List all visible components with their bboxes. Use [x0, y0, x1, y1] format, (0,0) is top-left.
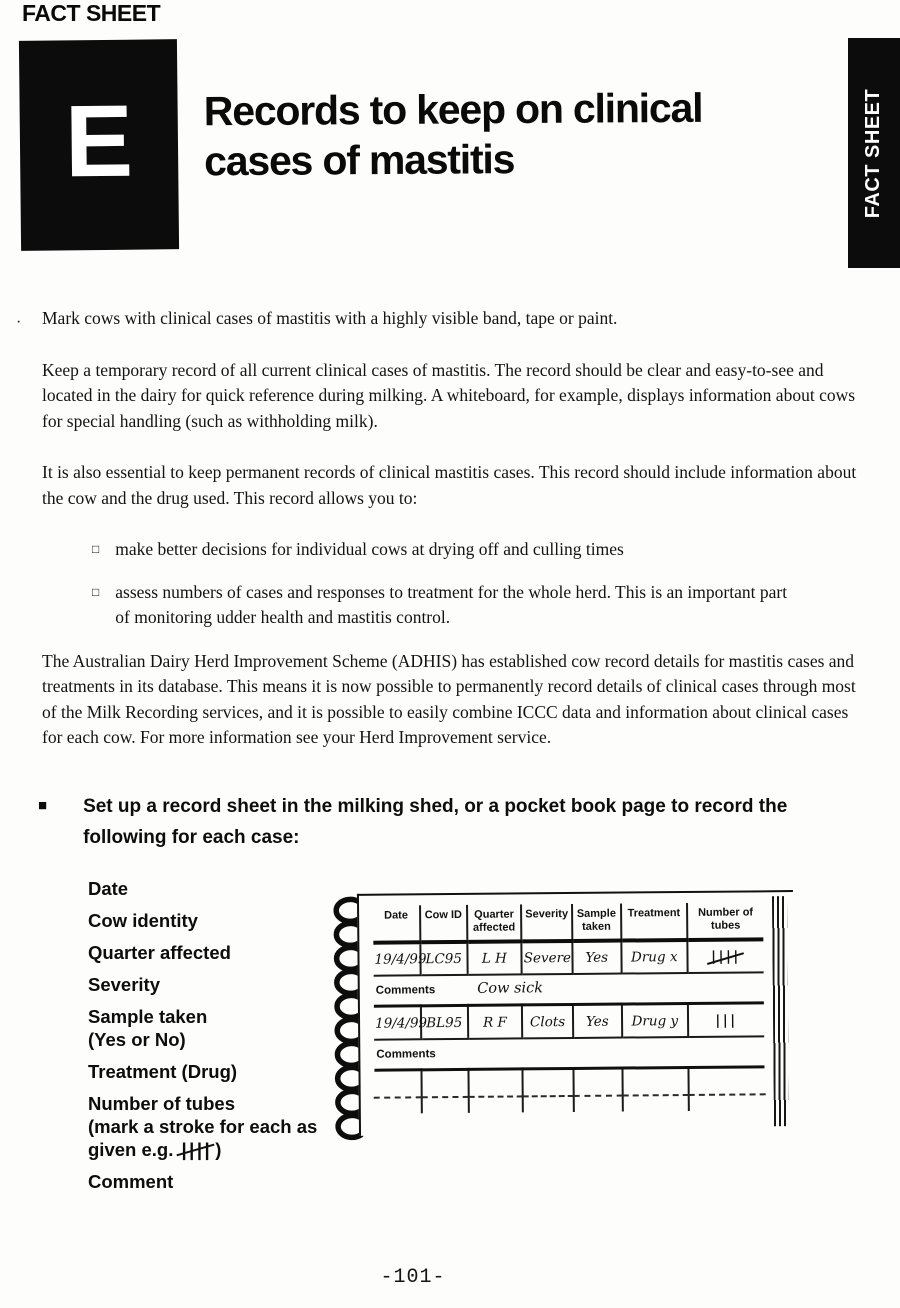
- comments-value: Cow sick: [477, 980, 544, 998]
- col-header-number-of-tubes: Number of tubes: [687, 902, 763, 940]
- notebook-sheet: [357, 890, 795, 1136]
- side-tab: [848, 38, 900, 268]
- table-header-row: [373, 902, 763, 943]
- cell-quarter: R F: [468, 1005, 523, 1038]
- cell-sample: Yes: [573, 1004, 622, 1037]
- cell-date: 19/4/99: [374, 1006, 421, 1039]
- cell-tubes: [688, 1003, 764, 1037]
- record-field-cow-identity: Cow identity: [88, 909, 198, 931]
- side-tab-label: FACT SHEET: [862, 88, 885, 218]
- square-bullet-icon: □: [92, 584, 100, 599]
- record-field-label: Number of tubes: [88, 1092, 235, 1114]
- tally-marks-icon: |||: [715, 1012, 738, 1029]
- page-title-line1: Records to keep on clinical: [203, 84, 703, 135]
- cell-tubes: [687, 940, 763, 974]
- benefits-checklist: [92, 537, 864, 631]
- paragraph-adhis: The Australian Dairy Herd Improvement Scheme (ADHIS) has established cow record details for mastitis cases and treatments in its database. This means it is now possible to permanently record details of clinical cases through most of the Milk Recording services, and it is possible to easily combine ICCC data and information about clinical cases for each cow. For more information see your Herd Improvement service.: [42, 650, 856, 747]
- record-field-severity: Severity: [88, 973, 160, 995]
- stacked-page-edges: [772, 896, 789, 1126]
- table-empty-row: [374, 1067, 764, 1114]
- table-row: [374, 1003, 764, 1039]
- comments-cell: [374, 1036, 764, 1070]
- cell-severity: Clots: [522, 1005, 573, 1038]
- col-header-sample-taken: Sample taken: [572, 904, 621, 942]
- cell-treatment: Drug y: [622, 1004, 689, 1038]
- record-field-quarter-affected: Quarter affected: [88, 941, 231, 963]
- paragraph-permanent-records: It is also essential to keep permanent records of clinical mastitis cases. This record should include information about the cow and the drug used. This record allows you to:: [42, 462, 857, 508]
- record-field-sample-taken: [88, 1005, 338, 1051]
- cell-cow-id: BL95: [421, 1006, 468, 1039]
- comments-label: Comments: [375, 984, 436, 998]
- record-field-comment: Comment: [88, 1170, 174, 1192]
- cell-severity: Severe: [522, 941, 573, 974]
- table-row: [373, 940, 763, 976]
- tally-marks-icon: ||||: [708, 949, 744, 965]
- record-field-number-of-tubes: [88, 1092, 338, 1161]
- col-header-cow-id: Cow ID: [420, 905, 467, 943]
- col-header-severity: Severity: [521, 904, 572, 942]
- fact-sheet-top-label: FACT SHEET: [22, 0, 161, 26]
- tally-lead-text: given e.g.: [88, 1138, 174, 1160]
- record-field-note: (Yes or No): [88, 1028, 186, 1050]
- square-bullet-icon: □: [92, 542, 100, 556]
- record-field-date: Date: [88, 877, 129, 899]
- cell-sample: Yes: [572, 941, 621, 974]
- record-field-note2: [88, 1138, 338, 1161]
- table-comments-row: [374, 1036, 764, 1070]
- cell-quarter: L H: [467, 942, 522, 975]
- paragraph-temporary-record: Keep a temporary record of all current clinical cases of mastitis. The record should be clear and easy-to-see and located in the dairy for quick reference during milking. A whiteboard, for example, displays information about cows for special handling (such as withholding milk).: [42, 359, 856, 431]
- page-number: -101-: [380, 1266, 446, 1289]
- col-header-date: Date: [373, 905, 420, 943]
- cell-cow-id: LC95: [420, 942, 467, 975]
- dot-bullet-icon: ·: [16, 314, 22, 331]
- section-letter-badge: [19, 39, 179, 251]
- paragraph-mark-cows-text: Mark cows with clinical cases of mastitis with a highly visible band, tape or paint.: [42, 308, 618, 328]
- notebook-illustration: [325, 886, 817, 1144]
- record-field-label: Sample taken: [88, 1005, 208, 1027]
- section-letter: E: [64, 83, 134, 199]
- filled-square-bullet-icon: ■: [38, 796, 48, 814]
- paragraph-mark-cows: [16, 306, 864, 332]
- checklist-item-text: make better decisions for individual cows at drying off and culling times: [115, 539, 624, 559]
- checklist-item: [92, 580, 792, 631]
- record-field-treatment: Treatment (Drug): [88, 1060, 238, 1082]
- page-title-line2: cases of mastitis: [204, 136, 515, 185]
- tally-marks-icon: ||||: [178, 1138, 215, 1161]
- setup-heading-text: Set up a record sheet in the milking shed, or a pocket book page to record the following for each case:: [83, 795, 788, 848]
- cell-date: 19/4/99: [373, 943, 420, 976]
- comments-cell: [374, 973, 764, 1007]
- record-sheet-table: [373, 902, 765, 1114]
- col-header-treatment: Treatment: [621, 903, 688, 941]
- checklist-item: [92, 537, 792, 563]
- comments-label: Comments: [376, 1048, 436, 1061]
- record-field-note: (mark a stroke for each as: [88, 1115, 318, 1137]
- table-comments-row: [374, 973, 764, 1007]
- cell-treatment: Drug x: [621, 940, 688, 974]
- col-header-quarter-affected: Quarter affected: [467, 904, 522, 942]
- record-field-list: [88, 877, 338, 1193]
- checklist-item-text: assess numbers of cases and responses to treatment for the whole herd. This is an important part of monitoring udder health and mastitis control.: [115, 581, 788, 627]
- setup-section-heading: [38, 791, 828, 853]
- page-title: [204, 82, 845, 186]
- tally-close-text: ): [215, 1138, 222, 1160]
